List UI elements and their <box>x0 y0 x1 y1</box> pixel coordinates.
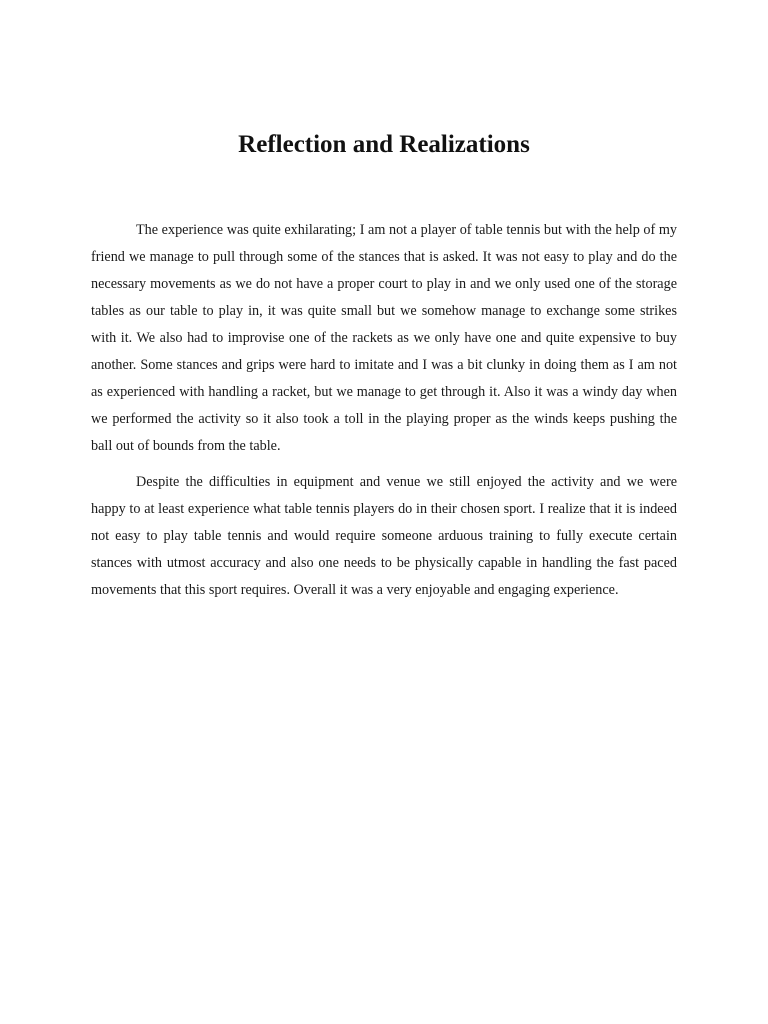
document-body <box>91 217 677 613</box>
paragraph-conclusion: Despite the difficulties in equipment and venue we still enjoyed the activity and we were happy to at least experience what table tennis players do in their chosen sport. I realize that it is indeed not easy to play table tennis and would require someone arduous training to fully execute certain stances with utmost accuracy and also one needs to be physically capable in handling the fast paced movements that this sport requires. Overall it was a very enjoyable and engaging experience. <box>91 474 677 598</box>
paragraph-experience: The experience was quite exhilarating; I am not a player of table tennis but with the help of my friend we manage to pull through some of the stances that is asked. It was not easy to play and do the necessary movements as we do not have a proper court to play in and we only used one of the storage tables as our table to play in, it was quite small but we somehow manage to exchange some strikes with it. We also had to improvise one of the rackets as we only have one and quite expensive to buy another. Some stances and grips were hard to imitate and I was a bit clunky in doing them as I am not as experienced with handling a racket, but we manage to get through it. Also it was a windy day when we performed the activity so it also took a toll in the playing proper as the winds keeps pushing the ball out of bounds from the table. <box>91 222 677 454</box>
document-title: Reflection and Realizations <box>238 131 530 158</box>
